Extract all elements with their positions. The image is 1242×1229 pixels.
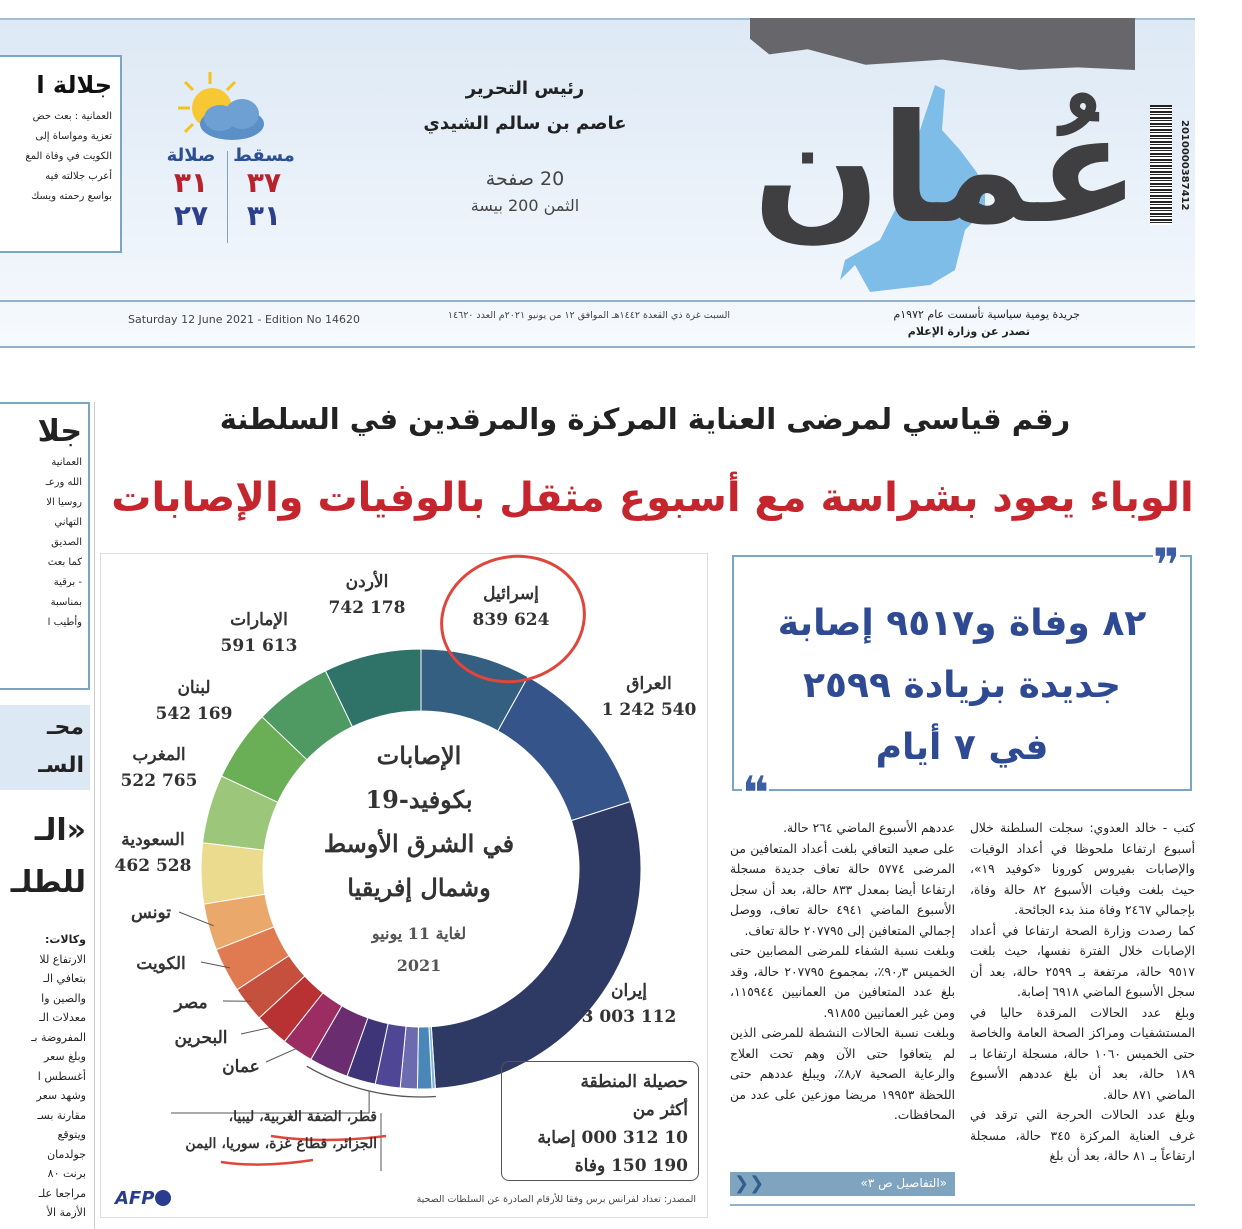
others-label: قطر، الضفة الغربية، ليبيا، الجزائر، قطاع غزة، سوريا، اليمن (185, 1109, 377, 1152)
leader-line (266, 1047, 300, 1062)
label-egypt: مصر (174, 993, 208, 1013)
highlight-quote-box (732, 538, 1192, 820)
tagline: جريدة يومية سياسية تأسست عام ١٩٧٢م تصدر عن وزارة الإعلام (893, 308, 1080, 338)
donut-slice-السعودية (201, 843, 265, 904)
divider (227, 151, 228, 243)
weather-salalah: صلالة ٣١ ٢٧ (166, 145, 216, 232)
barcode (1150, 105, 1172, 225)
main-headline[interactable]: الوباء يعود بشراسة مع أسبوع مثقل بالوفيات والإصابات (111, 475, 1194, 521)
chevron-left-icon: ❮❮ (734, 1173, 765, 1194)
label-bahrain: البحرين (174, 1028, 228, 1048)
column-divider (94, 402, 95, 1229)
left-article-text: وكالات: الارتفاع للا بتعافي الـ والصين وا معدلات الـ المفروضة بـ وبلغ سعر أغسطس ا وشهد سعر مقارنة بسـ ويتوقع جولدمان برنت ٨٠ مراجعا علـ الأزمة الأ (31, 933, 86, 1219)
weather-widget (160, 145, 295, 243)
annotation-underline (221, 1160, 313, 1165)
editor-info: رئيس التحرير عاصم بن سالم الشيدي 20 صفحة الثمن 200 بيسة (423, 78, 627, 215)
article-column-right: كتب - خالد العدوي: سجلت السلطنة خلال أسبوع ارتفاعا ملحوظا في أعداد الوفيات والإصابات بفيروس كورونا «كوفيد ١٩»، حيث بلغت وفيات الأسبوع ٨٢ حالة وفاة، بإجمالي ٢٤٦٧ وفاة منذ بدء الجائحة. كما رصدت وزارة الصحة ارتفاعا في أعداد الإصابات خلال الفترة نفسها، حيث بلغت ٩٥١٧ حالة، مرتفعة بـ ٢٥٩٩ حالة، بعد أن سجل الأسبوع الماضي ٦٩١٨ إصابة. وبلغ عدد الحالات المرقدة حاليا في المستشفيات ومراكز الصحة العامة والخاصة حتى الخميس ١٠٦٠ حالة، مسجلة ارتفاعا بـ ١٨٩ حالة، بعد أن بلغ عددهم الأسبوع الماضي ٨٧١ حالة. وبلغ عدد الحالات الحرجة التي ترقد في غرف العناية المركزة ٣٤٥ حالة، مسجلة ارتفاعاً بـ ٨١ حالة، بعد أن بلغ (970, 821, 1196, 1163)
divider (0, 346, 1195, 348)
divider (0, 300, 1195, 302)
barcode-number: 2010000387412 (1179, 119, 1190, 211)
label-saudi: السعودية 462 528 (114, 830, 192, 876)
weather-muscat: مسقط ٣٧ ٣١ (233, 145, 295, 232)
sub-headline: رقم قياسي لمرضى العناية المركزة والمرقدين في السلطنة (219, 402, 1071, 436)
afp-logo: AFP (115, 1188, 171, 1209)
chart-center-title: الإصابات بكوفيد-19 في الشرق الأوسط وشمال إفريقيا (323, 741, 515, 902)
donut-slice-other-4 (417, 1027, 432, 1089)
label-jordan: الأردن 742 178 (328, 572, 406, 618)
chart-center-date: لغاية 11 يونيو 2021 (371, 924, 467, 975)
label-iraq: العراق 1 242 540 (601, 674, 697, 720)
region-total-box: حصيلة المنطقة أكثر من 10 312 000 إصابة 190 150 وفاة (501, 1061, 699, 1181)
sun-cloud-icon (170, 70, 290, 150)
label-morocco: المغرب 522 765 (120, 745, 198, 791)
divider (730, 1204, 1195, 1206)
quote-open-icon: ❞ (1153, 538, 1180, 592)
label-oman: عمان (222, 1057, 260, 1077)
leader-line (241, 1027, 275, 1034)
label-kuwait: الكويت (136, 954, 186, 974)
label-israel: إسرائيل 839 624 (472, 584, 550, 630)
label-tunisia: تونس (131, 903, 171, 923)
article-column-left: عددهم الأسبوع الماضي ٢٦٤ حالة. على صعيد التعافي بلغت أعداد المتعافين من المرضى ٥٧٧٤ حالة تعاف جديدة مسجلة ارتفاعا أيضا بمعدل ٨٣٣ حالة، بعد أن سجل الأسبوع الماضي ٤٩٤١ حالة تعاف، ووصل إجمالي المتعافين إلى ٢٠٧٧٩٥ حالة تعاف. وبلغت نسبة الشفاء للمرضى المصابين حتى الخميس ٩٠٫٣٪، بمجموع ٢٠٧٧٩٥ حالة، وقد بلغ عدد المتعافين من العمانيين ١١٥٩٤٤، ومن غير العمانيين ٩١٨٥٥. وبلغت نسبة الحالات النشطة للمرضى الذين لم يتعافوا حتى الآن وهم تحت العلاج والرعاية الصحية ٨٫٧٪، ويبلغ عددهم حتى اللحظة ١٩٩٥٣ مريضا موزعين على عدد من المحافظات. (730, 821, 955, 1122)
left-headline[interactable]: «الـ للطلـ (10, 813, 86, 900)
quote-text: ٨٢ وفاة و٩٥١٧ إصابة جديدة بزيادة ٢٥٩٩ في ٧ أيام (777, 603, 1147, 768)
newspaper-logo[interactable] (752, 60, 1140, 300)
details-link[interactable]: «التفاصيل ص ٣» ❮❮ (730, 1172, 955, 1196)
label-lebanon: لبنان 542 169 (155, 678, 233, 724)
logo-text: عُمان (752, 83, 1140, 257)
left-banner[interactable]: محـ السـ (0, 705, 90, 790)
quote-close-icon: ❝ (742, 766, 769, 820)
chart-source: المصدر: تعداد لفرانس برس وفقا للأرقام الصادرة عن السلطات الصحية (416, 1194, 696, 1205)
date-english: Saturday 12 June 2021 - Edition No 14620 (128, 313, 360, 326)
label-uae: الإمارات 591 613 (220, 610, 298, 656)
side-news-title: جلالة ا (36, 71, 112, 99)
date-arabic: السبت غرة ذي القعدة ١٤٤٢هـ الموافق ١٢ من يونيو ٢٠٢١م العدد ١٤٦٢٠ (447, 310, 730, 321)
left-news-box[interactable]: جلا العمانية الله ورعـ روسيا الا التهاني الصديق كما بعث - برقية بمناسبة وأطيب ا (0, 402, 90, 690)
side-news-box[interactable] (0, 55, 122, 253)
label-iran: إيران 3 003 112 (581, 981, 677, 1027)
side-news-text: العمانية : بعث حض تعزية ومواساة إلى الكويت في وفاة المغ أعرب جلالته فيه بواسع رحمته ويسك (25, 111, 112, 202)
article-column-left-wrapper (730, 818, 955, 1206)
covid-infographic (100, 553, 708, 1218)
